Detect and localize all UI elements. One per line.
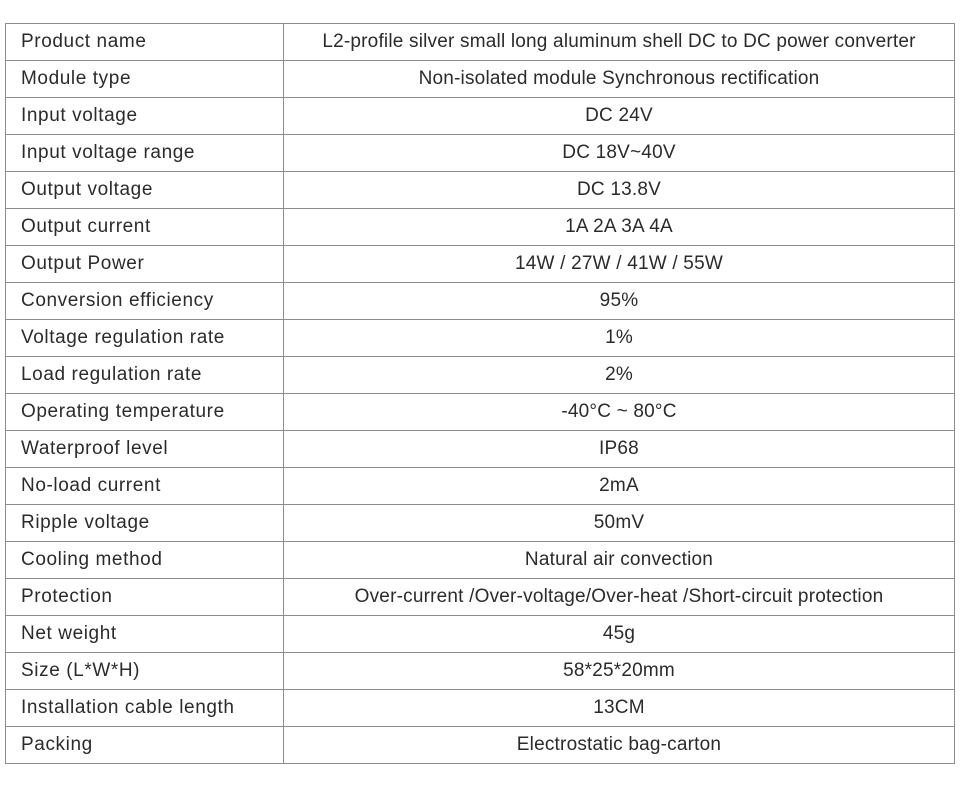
table-row [6, 616, 955, 653]
row-label: Output voltage [6, 172, 284, 209]
row-label: Net weight [6, 616, 284, 653]
row-label: Output Power [6, 246, 284, 283]
spec-table [5, 23, 955, 764]
row-label: Output current [6, 209, 284, 246]
table-row [6, 653, 955, 690]
row-value: Over-current /Over-voltage/Over-heat /Short-circuit protection [284, 579, 955, 616]
row-label: Input voltage range [6, 135, 284, 172]
row-value: 45g [284, 616, 955, 653]
table-row [6, 579, 955, 616]
row-value: Natural air convection [284, 542, 955, 579]
row-value: 13CM [284, 690, 955, 727]
row-value: -40°C ~ 80°C [284, 394, 955, 431]
row-label: Size (L*W*H) [6, 653, 284, 690]
table-row [6, 135, 955, 172]
table-row [6, 357, 955, 394]
table-row [6, 468, 955, 505]
spec-table-body [6, 24, 955, 764]
table-row [6, 690, 955, 727]
row-value: 50mV [284, 505, 955, 542]
row-value: DC 24V [284, 98, 955, 135]
row-value: DC 13.8V [284, 172, 955, 209]
row-value: Non-isolated module Synchronous rectification [284, 61, 955, 98]
row-value: 1% [284, 320, 955, 357]
row-label: Operating temperature [6, 394, 284, 431]
table-row [6, 24, 955, 61]
row-label: Waterproof level [6, 431, 284, 468]
row-value: 95% [284, 283, 955, 320]
table-row [6, 505, 955, 542]
row-value: L2-profile silver small long aluminum shell DC to DC power converter [284, 24, 955, 61]
table-row [6, 394, 955, 431]
table-row [6, 246, 955, 283]
table-row [6, 98, 955, 135]
table-row [6, 283, 955, 320]
row-label: Conversion efficiency [6, 283, 284, 320]
row-value: 2% [284, 357, 955, 394]
row-value: IP68 [284, 431, 955, 468]
row-label: Installation cable length [6, 690, 284, 727]
row-label: No-load current [6, 468, 284, 505]
row-label: Protection [6, 579, 284, 616]
row-label: Cooling method [6, 542, 284, 579]
table-row [6, 431, 955, 468]
table-row [6, 542, 955, 579]
row-value: 14W / 27W / 41W / 55W [284, 246, 955, 283]
row-value: Electrostatic bag-carton [284, 727, 955, 764]
row-label: Input voltage [6, 98, 284, 135]
row-value: 58*25*20mm [284, 653, 955, 690]
row-label: Product name [6, 24, 284, 61]
row-label: Module type [6, 61, 284, 98]
row-label: Packing [6, 727, 284, 764]
table-row [6, 209, 955, 246]
row-label: Ripple voltage [6, 505, 284, 542]
row-value: 2mA [284, 468, 955, 505]
row-value: DC 18V~40V [284, 135, 955, 172]
row-label: Load regulation rate [6, 357, 284, 394]
table-row [6, 727, 955, 764]
table-row [6, 320, 955, 357]
table-row [6, 61, 955, 98]
table-row [6, 172, 955, 209]
row-label: Voltage regulation rate [6, 320, 284, 357]
row-value: 1A 2A 3A 4A [284, 209, 955, 246]
